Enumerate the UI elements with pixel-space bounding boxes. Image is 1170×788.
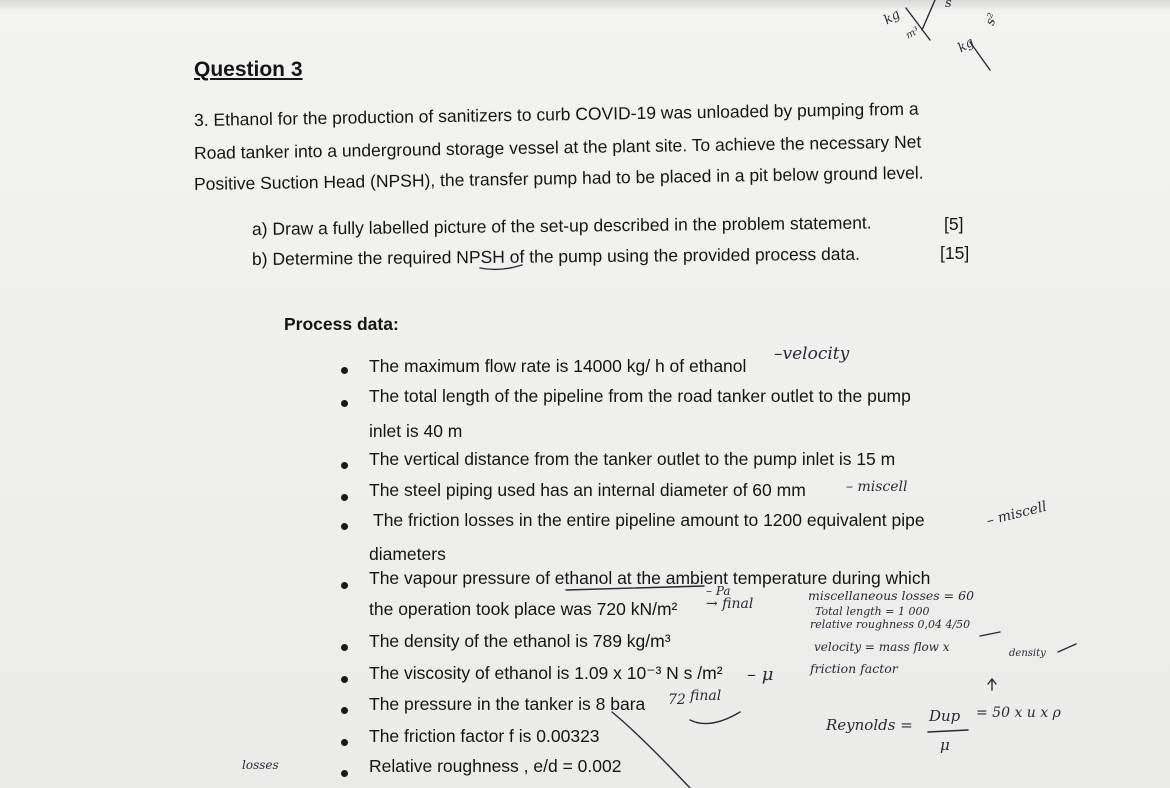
handwriting-losses: losses <box>242 758 279 772</box>
squiggle-stroke <box>690 712 740 724</box>
bullet-viscosity: The viscosity of ethanol is 1.09 x 10⁻³ N s /m² <box>369 663 723 683</box>
bullet-density: The density of the ethanol is 789 kg/m³ <box>369 631 671 651</box>
handwriting-total-length: Total length = 1 000 <box>815 605 930 618</box>
handwriting-mu: – μ <box>747 664 774 685</box>
part-a-marks: [5] <box>944 214 964 234</box>
bullet-relative-roughness: Relative roughness , e/d = 0.002 <box>369 756 622 776</box>
underline-stroke <box>566 586 704 590</box>
slash-stroke <box>922 0 935 30</box>
part-b-marks: [15] <box>940 243 970 263</box>
intro-line-1: 3. Ethanol for the production of sanitizers to curb COVID-19 was unloaded by pumping from a <box>193 98 919 130</box>
bullet-tanker-pressure: The pressure in the tanker is 8 bara <box>369 694 646 714</box>
question-heading: Question 3 <box>194 58 303 81</box>
handwriting-72: 72 <box>668 692 686 708</box>
slash-stroke <box>970 42 990 70</box>
intro-line-3: Positive Suction Head (NPSH), the transfer pump had to be placed in a pit below ground level. <box>193 162 924 194</box>
bullet-flow-rate: The maximum flow rate is 14000 kg/ h of ethanol <box>369 356 747 376</box>
handwriting-miscell-1: – miscell <box>846 479 908 495</box>
handwriting-reynolds: Reynolds = <box>826 716 913 734</box>
bullet-friction-losses-cont: diameters <box>369 544 446 564</box>
handwriting-final-1: → final <box>706 596 754 612</box>
handwriting-dup: Dup <box>929 707 961 725</box>
process-data-title: Process data: <box>284 314 399 334</box>
handwriting-top-m3: m³ <box>904 25 922 42</box>
slash-stroke <box>906 8 930 40</box>
handwriting-density: density <box>1009 648 1046 659</box>
handwriting-top-kg: kg <box>881 6 903 29</box>
bullet-vertical-distance: The vertical distance from the tanker outlet to the pump inlet is 15 m <box>369 449 896 469</box>
fraction-stroke <box>1058 644 1076 652</box>
handwriting-relative-roughness: relative roughness 0,04 4/50 <box>810 618 971 631</box>
part-a-text: a) Draw a fully labelled picture of the set-up described in the problem statement. <box>251 212 872 239</box>
handwriting-misc-losses: miscellaneous losses = 60 <box>808 588 975 603</box>
handwriting-velocity: –velocity <box>774 344 850 364</box>
npsh-underline-stroke <box>480 265 522 269</box>
handwriting-reynolds-rhs: = 50 x u x ρ <box>976 705 1061 721</box>
handwriting-final-2: final <box>690 688 722 704</box>
up-arrow-stroke <box>988 679 996 690</box>
bullet-vapour-pressure-cont: the operation took place was 720 kN/m² <box>369 599 678 619</box>
bullet-pipe-diameter: The steel piping used has an internal diameter of 60 mm <box>369 480 806 500</box>
bullet-vapour-pressure: The vapour pressure of ethanol at the ambient temperature during which <box>369 568 931 588</box>
handwriting-friction-factor: friction factor <box>810 661 898 676</box>
bullet-friction-losses: The friction losses in the entire pipeline amount to 1200 equivalent pipe <box>373 510 925 530</box>
handwriting-top-s: s <box>945 0 952 11</box>
handwriting-pa: – Pa <box>706 584 731 598</box>
connector-stroke <box>612 712 690 788</box>
bullet-pipe-length: The total length of the pipeline from the road tanker outlet to the pump <box>369 386 911 406</box>
handwriting-top-kg-2: kg <box>955 34 977 57</box>
bullet-friction-factor: The friction factor f is 0.00323 <box>369 726 600 746</box>
bullet-pipe-length-cont: inlet is 40 m <box>369 421 463 441</box>
fraction-bar-stroke <box>928 730 968 732</box>
handwriting-mu-denominator: μ <box>940 736 950 754</box>
handwriting-miscell-2: – miscell <box>984 498 1049 530</box>
fraction-stroke <box>980 632 1000 636</box>
handwriting-top-s2: s² <box>982 11 1002 28</box>
handwriting-velocity-eq: velocity = mass flow x <box>814 640 950 654</box>
part-b-text: b) Determine the required NPSH of the pump using the provided process data. <box>251 243 861 269</box>
intro-line-2: Road tanker into a underground storage vessel at the plant site. To achieve the necessary Net <box>193 131 922 163</box>
